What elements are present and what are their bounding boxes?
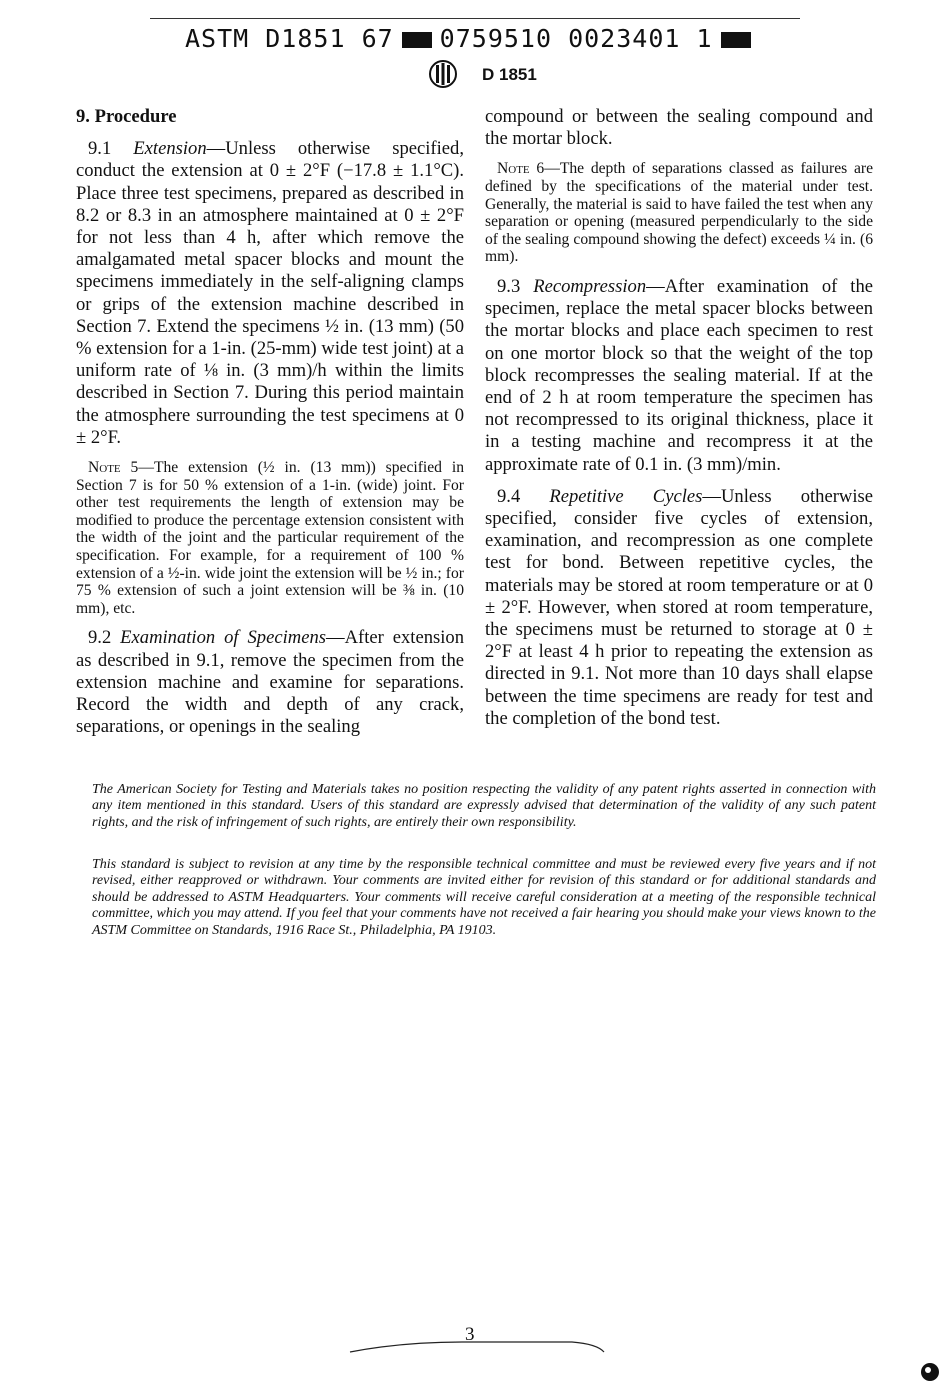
paragraph-number: 9.1 [88,138,134,160]
paragraph-body: —Unless otherwise specified, conduct the extension at 0 ± 2°F (−17.8 ± 1.1°C). Place three test specimens, prepared as described in 8.2 or 8.3 in an atmosphere maintained at 0 ± 2°F for not less than 4 h, after which remove the amalgamated metal spacer blocks and mount the specimens immediately in the self-aligning clamps or grips of the extension machine described in Section 7. Extend the specimens ½ in. (13 mm) (50 % extension for a 1-in. (25-mm) wide test joint) at a uniform rate of ⅛ in. (3 mm)/h within the limits described in Section 7. During this period maintain the atmosphere surrounding the test specimens at 0 ± 2°F. [76,138,464,448]
paragraph-9-2 [76,627,464,738]
note-6 [485,160,873,266]
redaction-block [721,32,751,48]
paragraph-9-3 [485,276,873,476]
paragraph-9-4 [485,486,873,730]
page-number-underline [342,1330,612,1370]
paragraph-body: —After extension as described in 9.1, remove the specimen from the extension machine and examine for separations. Record the width and depth of any crack, separations, or openings in the sealing [76,627,465,738]
astm-logo-icon [428,60,458,88]
standard-designation: D 1851 [482,65,537,84]
paragraph-title: Examination of Specimens [120,627,326,649]
continued-text: compound or between the sealing compound and the mortar block. [485,106,873,150]
page-number: 3 [465,1324,475,1345]
note-body: —The depth of separations classed as failures are defined by the specifications of the material under test. Generally, the material is said to have failed the test when any separation or opening (measured perpendicularly to the side of the sealing compound showing the defect) exceeds ¼ in. (6 mm). [485,160,873,266]
paragraph-title: Extension [133,138,207,160]
note-body: —The extension (½ in. (13 mm)) specified in Section 7 is for 50 % extension of a 1-in. (wide) joint. For other test requirements the length of extension may be modified to produce the percentage extension consistent with the width of the joint and the particular requirement of the specification. For example, for a requirement of 100 % extension of a ½-in. wide joint the extension will be ½ in.; for 75 % extension of such a joint extension will be ⅜ in. (10 mm), etc. [76,459,464,617]
paragraph-9-1 [76,138,464,449]
note-5 [76,459,464,617]
document-code-part1: ASTM D1851 67 [185,24,394,53]
section-heading: 9. Procedure [76,106,177,127]
paragraph-body: —After examination of the specimen, replace the metal spacer blocks between the mortar blocks and place each specimen to rest on one mortor block so that the weight of the top block recompresses the sealing material. If at the end of 2 h at room temperature the specimen has not recompressed to its original thickness, place it in a testing machine and recompress it at the approximate rate of 0.1 in. (3 mm)/min. [485,275,873,475]
paragraph-title: Repetitive Cycles [549,485,703,507]
paragraph-number: 9.3 [497,275,534,297]
note-label: Note 5 [88,459,139,477]
corner-stamp-icon [918,1360,942,1384]
paragraph-number: 9.4 [497,485,550,507]
paragraph-number: 9.2 [88,627,121,649]
note-label: Note 6 [497,160,545,178]
paragraph-body: —Unless otherwise specified, consider five cycles of extension, examination, and recompression as one complete test for bond. Between repetitive cycles, the materials may be stored at room temperature or at 0 ± 2°F. However, when stored at room temperature, the specimens must be returned to storage at 0 ± 2°F at least 4 h prior to repeating the extension as directed in 9.1. Not more than 10 days shall elapse between the time specimens are ready for test and the completion of the bond test. [485,485,873,729]
patent-notice: The American Society for Testing and Materials takes no position respecting the validity of any patent rights asserted in connection with any item mentioned in this standard. Users of this standard are expressly advised that determination of the validity of any such patent rights, and the risk of infringement of such rights, are entirely their own responsibility. [92,782,876,830]
revision-notice: This standard is subject to revision at any time by the responsible technical committee and must be reviewed every five years and if not revised, either reapproved or withdrawn. Your comments are invited either for revision of this standard or for additional standards and should be addressed to ASTM Headquarters. Your comments will receive careful consideration at a meeting of the responsible technical committee, which you may attend. If you feel that your comments have not received a fair hearing you should make your views known to the ASTM Committee on Standards, 1916 Race St., Philadelphia, PA 19103. [92,857,876,938]
document-code-part2: 0759510 0023401 1 [439,24,713,53]
redaction-block [402,32,432,48]
left-column [76,106,464,738]
header-rule [150,18,800,19]
document-code [185,24,759,53]
right-column [485,106,873,730]
paragraph-title: Recompression [533,275,647,297]
